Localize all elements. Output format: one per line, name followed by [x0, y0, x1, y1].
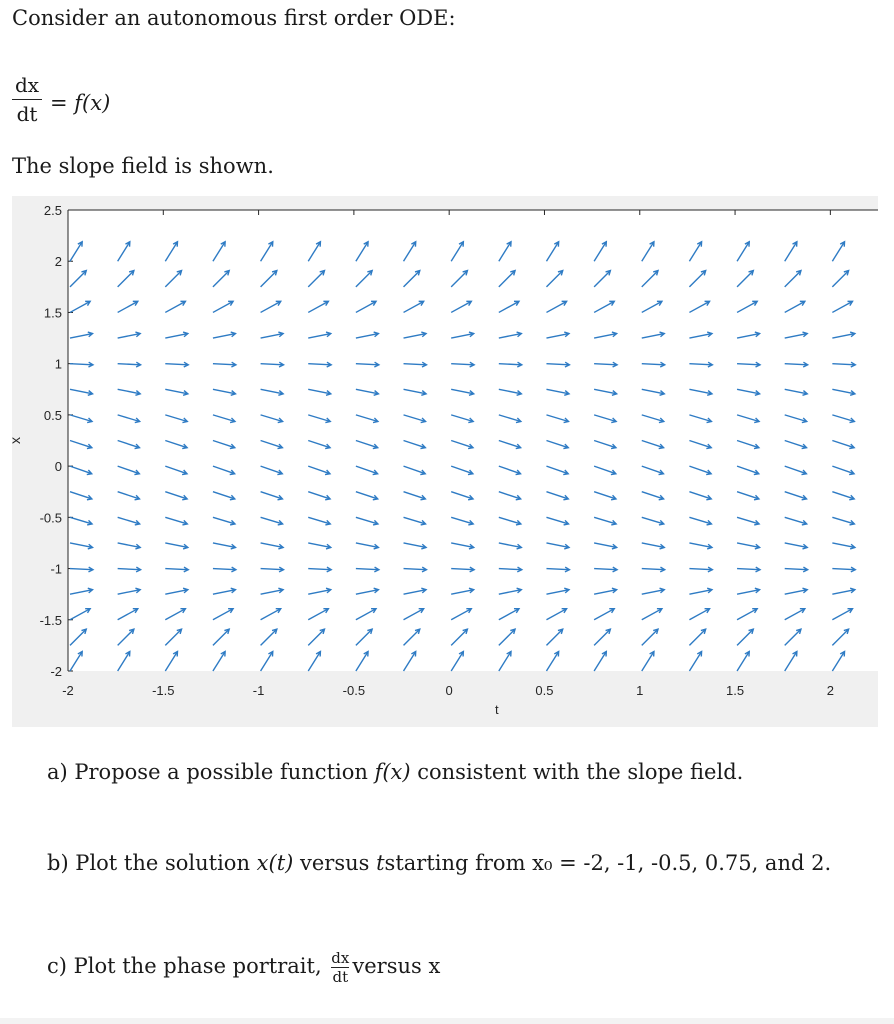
y-tick-label: 2.5 [43, 203, 62, 218]
ode-function: f(x) [74, 91, 111, 115]
x-tick-label: 1.5 [726, 683, 745, 698]
x-tick-label: 0 [445, 683, 453, 698]
y-tick-label: -0.5 [39, 510, 62, 526]
x-tick-label: -1 [252, 683, 265, 698]
question-c: c) Plot the phase portrait, $\frac{dx}{dt}$ versus x [47, 949, 441, 986]
y-tick-label: 0.5 [43, 407, 62, 423]
y-tick-label: -2 [50, 664, 62, 679]
y-tick-label: 0 [54, 459, 62, 475]
x-tick-label: -1.5 [152, 683, 175, 698]
page-footer-bar [0, 1018, 894, 1024]
x-tick-label: -0.5 [342, 683, 366, 698]
x-tick-label: 1 [636, 683, 644, 698]
intro-text: Consider an autonomous first order ODE: [12, 6, 456, 30]
y-tick-label: 1.5 [43, 305, 62, 321]
ode-fraction [12, 74, 42, 125]
ode-rhs [50, 91, 110, 115]
y-tick-label: -1.5 [39, 612, 62, 628]
fraction-bar [12, 99, 42, 100]
ode-denominator: dt [16, 102, 38, 126]
phase-fraction: $\frac{dx}{dt}$ [331, 949, 350, 986]
x-axis-label: t [495, 702, 499, 717]
y-tick-label: 2 [54, 254, 62, 270]
y-tick-label: -1 [50, 561, 62, 577]
slope-field-chart [7, 196, 878, 727]
slope-field-figure [7, 196, 878, 727]
plot-area [68, 210, 878, 671]
y-axis-label: x [7, 437, 23, 444]
ode-numerator: dx [14, 73, 40, 97]
slope-field-note: The slope field is shown. [12, 154, 274, 178]
equals-sign: = [50, 91, 75, 115]
question-a: a) Propose a possible function f(x) consistent with the slope field. [47, 760, 744, 784]
y-tick-label: 1 [54, 356, 62, 372]
x-tick-label: -2 [62, 683, 74, 698]
x-tick-label: 2 [826, 683, 834, 698]
question-b: b) Plot the solution x(t) versus tstarting from x₀ = -2, -1, -0.5, 0.75, and 2. [47, 851, 832, 875]
x-tick-label: 0.5 [535, 683, 554, 698]
